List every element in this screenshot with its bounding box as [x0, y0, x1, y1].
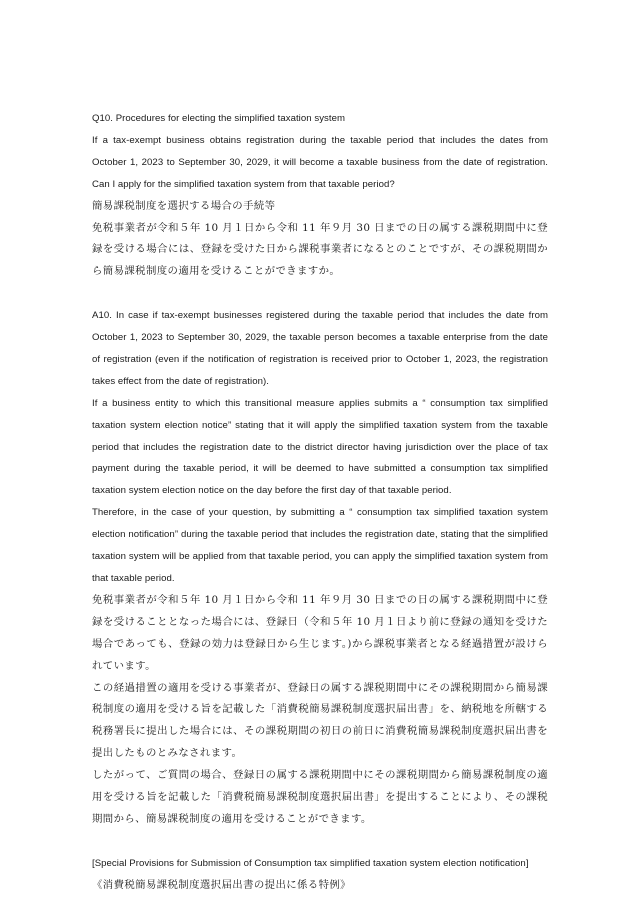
answer-paragraph-1-en: A10. In case if tax-exempt businesses registered during the taxable period that includes the date from October 1, 2023 to September 30, 2029, the taxable person becomes a taxable enterprise from the date of registration (even if the notification of registration is received prior to October 1, 2023, the registration takes effect from the date of registration).	[92, 310, 548, 387]
paragraph-gap	[92, 831, 548, 853]
answer-paragraph-3-en: Therefore, in the case of your question, by submitting a “ consumption tax simplified taxation system election notification” during the taxable period that includes the registration date, stating that the simplified taxation system will be applied from that taxable period, you can apply the simplified taxation system from that taxable period.	[92, 507, 548, 585]
paragraph-gap	[92, 283, 548, 305]
answer-paragraph-3-ja: したがって、ご質問の場合、登録日の属する課税期間中にその課税期間から簡易課税制度の適用を受ける旨を記載した「消費税簡易課税制度選択届出書」を提出することにより、その課税期間から、簡易課税制度の適用を受けることができます。	[92, 769, 548, 825]
question-body-en: If a tax-exempt business obtains registration during the taxable period that includes the dates from October 1, 2023 to September 30, 2029, it will become a taxable business from the date of registration. Can I apply for the simplified taxation system from that taxable period?	[92, 134, 548, 190]
question-body-ja: 免税事業者が令和５年 10 月１日から令和 11 年９月 30 日までの日の属する課税期間中に登録を受ける場合には、登録を受けた日から課税事業者になるとのことですが、その課税期間から簡易課税制度の適用を受けることができますか。	[92, 221, 548, 278]
question-title: Q10. Procedures for electing the simplified taxation system	[92, 113, 346, 124]
answer-paragraph-1-ja: 免税事業者が令和５年 10 月１日から令和 11 年９月 30 日までの日の属する課税期間中に登録を受けることとなった場合には、登録日（令和５年 10 月１日より前に登録の通知を受けた場合であっても、登録の効力は登録日から生じます。)から課税事業者となる経過措置が設けられています。	[92, 593, 548, 672]
document-body	[92, 108, 548, 897]
answer-paragraph-2-ja: この経過措置の適用を受ける事業者が、登録日の属する課税期間中にその課税期間から簡易課税制度の適用を受ける旨を記載した「消費税簡易課税制度選択届出書」を、納税地を所轄する税務署長に提出した場合には、その課税期間の初日の前日に消費税簡易課税制度選択届出書を提出したものとみなされます。	[92, 681, 548, 760]
special-provisions-title-ja: 《消費税簡易課税制度選択届出書の提出に係る特例》	[92, 878, 351, 891]
special-provisions-title-en: [Special Provisions for Submission of Consumption tax simplified taxation system election notification]	[92, 857, 529, 869]
question-title-ja: 簡易課税制度を選択する場合の手続等	[92, 199, 276, 212]
answer-paragraph-2-en: If a business entity to which this transitional measure applies submits a “ consumption tax simplified taxation system election notice” stating that it will apply the simplified taxation system from the taxable period that includes the registration date to the district director having jurisdiction over the place of tax payment during the taxable period, it will be deemed to have submitted a consumption tax simplified taxation system election notice on the day before the first day of that taxable period.	[92, 397, 548, 497]
